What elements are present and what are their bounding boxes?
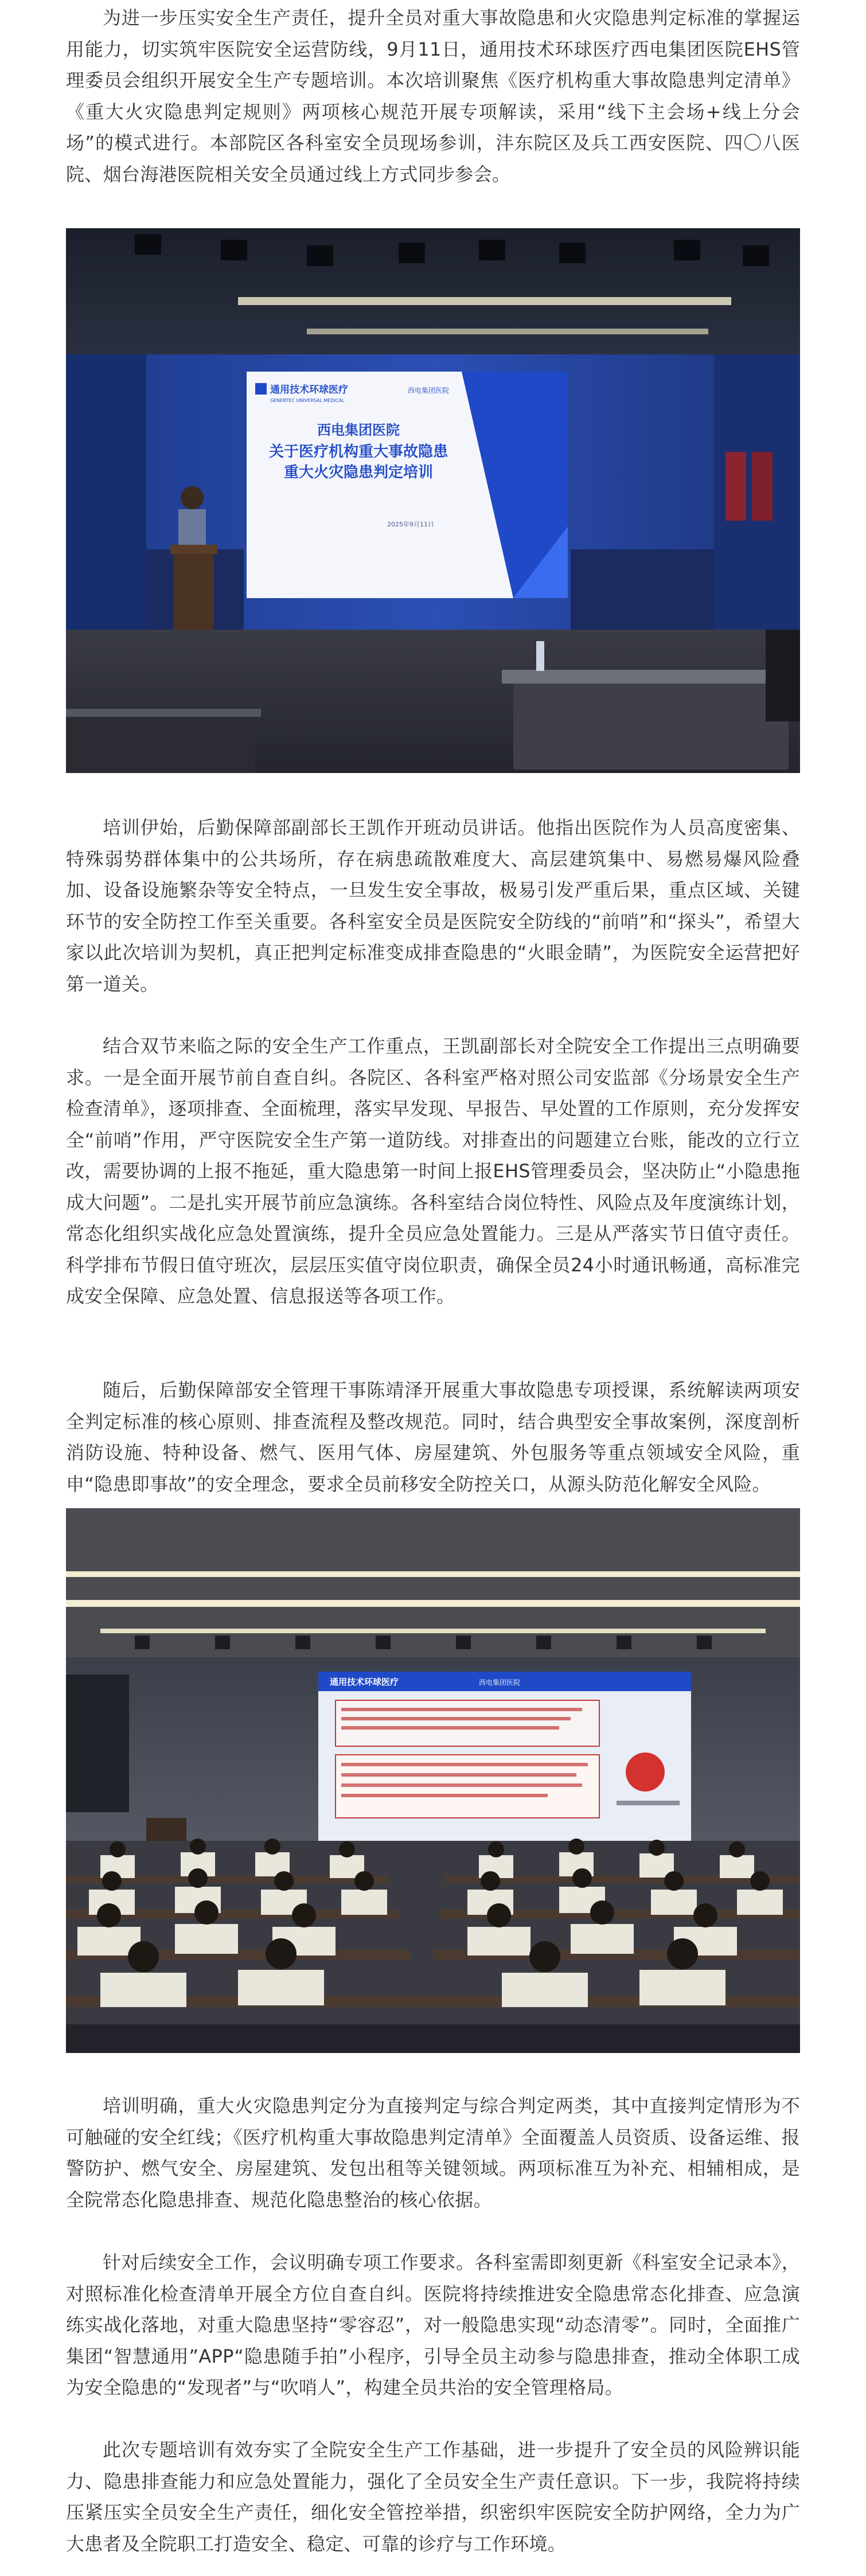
screen-logo-left: 通用技术环球医疗: [330, 1677, 399, 1687]
screen-logo-right: 西电集团医院: [479, 1679, 521, 1687]
paragraph-special-lecture: 随后，后勤保障部安全管理干事陈靖泽开展重大事故隐患专项授课，系统解读两项安全判定标准的核心原则、排查流程及整改规范。同时，结合典型安全事故案例，深度剖析消防设施、特种设备、燃气、医用气体、房屋建筑、外包服务等重点领域安全风险，重申“隐患即事故”的安全理念，要求全员前移安全防控关口，从源头防范化解安全风险。: [66, 1379, 800, 1495]
slide-date: 2025年9月11日: [387, 521, 434, 528]
slide-logo-left-en: GENERTEC UNIVERSAL MEDICAL: [270, 398, 345, 403]
training-photo-audience-image: [66, 1508, 800, 2053]
paragraph-intro: 为进一步压实安全生产责任，提升全员对重大事故隐患和火灾隐患判定标准的掌握运用能力，切实筑牢医院安全运营防线，9月11日，通用技术环球医疗西电集团医院EHS管理委员会组织开展安全生产专题培训。本次培训聚焦《医疗机构重大事故隐患判定清单》《重大火灾隐患判定规则》两项核心规范开展专项解读，采用“线下主会场+线上分会场”的模式进行。本部院区各科室安全员现场参训，沣东院区及兵工西安医院、四〇八医院、烟台海港医院相关安全员通过线上方式同步参会。: [66, 7, 800, 185]
training-photo-speaker: [66, 228, 800, 773]
paragraph-three-requirements: 结合双节来临之际的安全生产工作重点，王凯副部长对全院安全工作提出三点明确要求。一是全面开展节前自查自纠。各院区、各科室严格对照公司安监部《分场景安全生产检查清单》，逐项排查、全面梳理，落实早发现、早报告、早处置的工作原则，充分发挥安全“前哨”作用，严守医院安全生产第一道防线。对排查出的问题建立台账，能改的立行立改，需要协调的上报不拖延，重大隐患第一时间上报EHS管理委员会，坚决防止“小隐患拖成大问题”。二是扎实开展节前应急演练。各科室结合岗位特性、风险点及年度演练计划，常态化组织实战化应急处置演练，提升全员应急处置能力。三是从严落实节日值守责任。科学排布节假日值守班次，层层压实值守岗位职责，确保全员24小时通讯畅通，高标准完成安全保障、应急处置、信息报送等各项工作。: [66, 1035, 800, 1307]
paragraph-conclusion: 此次专题培训有效夯实了全院安全生产工作基础，进一步提升了安全员的风险辨识能力、隐患排查能力和应急处置能力，强化了全员安全生产责任意识。下一步，我院将持续压紧压实全员安全生产责任，细化安全管控举措，织密织牢医院安全防护网络，全力为广大患者及全院职工打造安全、稳定、可靠的诊疗与工作环境。: [66, 2439, 800, 2555]
slide-title-line1: 西电集团医院: [317, 422, 400, 438]
paragraph-opening-speech: 培训伊始，后勤保障部副部长王凯作开班动员讲话。他指出医院作为人员高度密集、特殊弱势群体集中的公共场所，存在病患疏散难度大、高层建筑集中、易燃易爆风险叠加、设备设施繁杂等安全特点，一旦发生安全事故，极易引发严重后果，重点区域、关键环节的安全防控工作至关重要。各科室安全员是医院安全防线的“前哨”和“探头”，希望大家以此次培训为契机，真正把判定标准变成排查隐患的“火眼金睛”，为医院安全运营把好第一道关。: [66, 817, 800, 995]
training-photo-audience: [66, 1508, 800, 2053]
slide-logo-left: 通用技术环球医疗: [270, 384, 348, 396]
slide-title-line3: 重大火灾隐患判定培训: [283, 464, 434, 481]
training-photo-speaker-image: [66, 228, 800, 773]
slide-title-line2: 关于医疗机构重大事故隐患: [268, 443, 448, 460]
paragraph-follow-up: 针对后续安全工作，会议明确专项工作要求。各科室需即刻更新《科室安全记录本》，对照标准化检查清单开展全方位自查自纠。医院将持续推进安全隐患常态化排查、应急演练实战化落地，对重大隐患坚持“零容忍”，对一般隐患实现“动态清零”。同时，全面推广集团“智慧通用”APP“隐患随手拍”小程序，引导全员主动参与隐患排查，推动全体职工成为安全隐患的“发现者”与“吹哨人”，构建全员共治的安全管理格局。: [66, 2251, 800, 2398]
paragraph-standards: 培训明确，重大火灾隐患判定分为直接判定与综合判定两类，其中直接判定情形为不可触碰的安全红线；《医疗机构重大事故隐患判定清单》全面覆盖人员资质、设备运维、报警防护、燃气安全、房屋建筑、发包出租等关键领域。两项标准互为补充、相辅相成，是全院常态化隐患排查、规范化隐患整治的核心依据。: [66, 2095, 800, 2211]
slide-logo-right: 西电集团医院: [408, 387, 450, 395]
projected-screen: [318, 1672, 691, 1861]
projected-slide: [247, 372, 568, 598]
